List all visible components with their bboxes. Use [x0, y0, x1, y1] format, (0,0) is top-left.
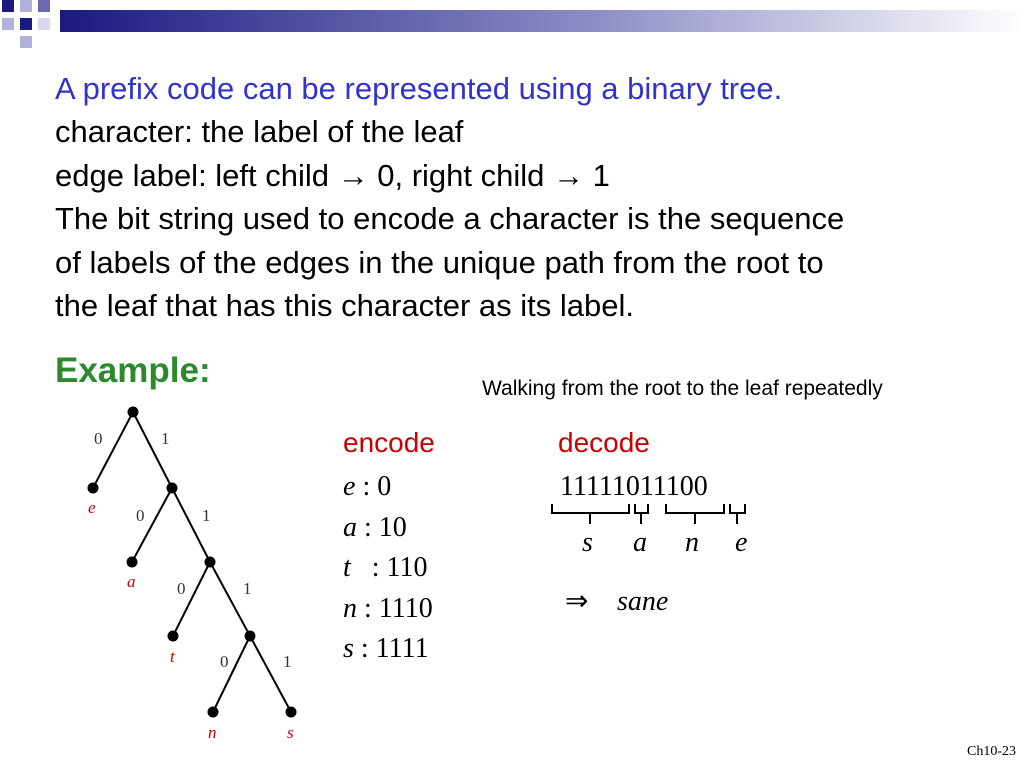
intro-line: the leaf that has this character as its label.	[55, 288, 634, 323]
tree-edge-label: 0	[136, 506, 145, 525]
encode-char: n	[343, 593, 357, 624]
implies-arrow: ⇒	[565, 586, 589, 617]
encode-row	[343, 467, 391, 508]
tree-leaf-label: e	[88, 498, 96, 517]
decoded-letter: e	[735, 527, 748, 558]
encode-row	[343, 589, 433, 630]
binary-tree-diagram	[60, 400, 330, 745]
header-square	[38, 18, 50, 30]
tree-leaf-node	[208, 707, 219, 718]
tree-root-node	[128, 407, 139, 418]
encode-char: t	[343, 552, 351, 583]
encode-char: a	[343, 512, 357, 543]
decode-title: decode	[558, 427, 650, 458]
tree-edge-label: 0	[177, 579, 186, 598]
decoded-letter: a	[633, 527, 647, 558]
tree-edge-label: 0	[94, 429, 103, 448]
tree-leaf-label: a	[127, 572, 136, 591]
header-square	[2, 18, 14, 30]
tree-edge-label: 1	[243, 579, 252, 598]
tree-leaf-node	[88, 483, 99, 494]
tree-leaf-node	[168, 631, 179, 642]
encode-code: : 110	[357, 552, 428, 583]
bracket-s	[552, 504, 629, 524]
bracket-a	[635, 504, 648, 524]
slide-number: Ch10-23	[967, 744, 1016, 759]
header-square	[20, 0, 32, 12]
slide-heading: A prefix code can be represented using a binary tree.	[55, 71, 783, 106]
tree-leaf-node	[127, 557, 138, 568]
encode-row	[343, 629, 429, 670]
encode-char: s	[343, 633, 354, 664]
intro-line: character: the label of the leaf	[55, 114, 464, 149]
encode-code: : 10	[364, 512, 407, 543]
intro-line: edge label: left child → 0, right child → 1	[55, 158, 610, 193]
example-label: Example:	[55, 351, 211, 390]
encode-row	[343, 548, 428, 589]
encode-code: : 0	[362, 471, 392, 502]
decoded-letter: n	[685, 527, 699, 558]
encode-title: encode	[343, 427, 435, 458]
tree-edge-label: 1	[161, 429, 170, 448]
decode-brackets	[545, 498, 765, 528]
tree-edge-label: 1	[202, 506, 211, 525]
tree-internal-node	[205, 557, 216, 568]
encode-code: : 1110	[364, 593, 433, 624]
decoded-word: sane	[617, 586, 669, 617]
encode-code: : 1111	[360, 633, 429, 664]
decoded-letter: s	[582, 527, 593, 558]
tree-leaf-label: s	[287, 723, 294, 742]
header-decoration	[0, 0, 1024, 52]
decode-bits: 11111011100	[560, 471, 708, 502]
tree-internal-node	[245, 631, 256, 642]
tree-internal-node	[167, 483, 178, 494]
intro-line: of labels of the edges in the unique path from the root to	[55, 245, 824, 280]
decode-note: Walking from the root to the leaf repeatedly	[482, 377, 883, 400]
bracket-e	[730, 504, 745, 524]
header-square	[20, 18, 32, 30]
tree-leaf-label: t	[170, 647, 175, 666]
encode-char: e	[343, 471, 356, 502]
encode-row	[343, 508, 407, 549]
header-square	[20, 36, 32, 48]
intro-line: The bit string used to encode a character is the sequence	[55, 201, 845, 236]
tree-leaf-label: n	[208, 723, 217, 742]
header-square	[38, 0, 50, 12]
header-square	[2, 0, 14, 12]
tree-edge-label: 1	[283, 652, 292, 671]
tree-edge-label: 0	[220, 652, 229, 671]
bracket-n	[666, 504, 724, 524]
tree-leaf-node	[286, 707, 297, 718]
